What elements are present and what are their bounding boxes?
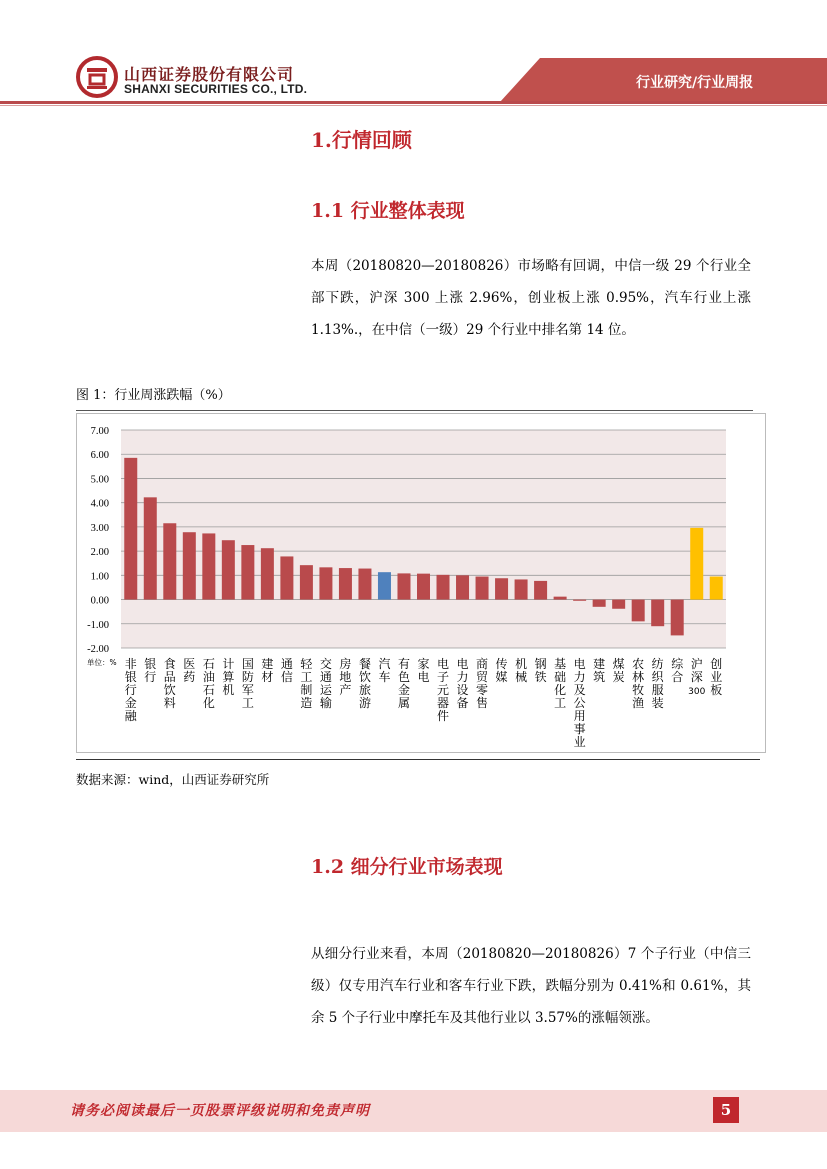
bar-8 bbox=[280, 556, 293, 599]
x-tick-label: 计算机 bbox=[222, 657, 235, 697]
y-tick-label: 1.00 bbox=[90, 571, 109, 583]
y-tick-label: 7.00 bbox=[90, 426, 109, 437]
section-title-overall: 1.1 行业整体表现 bbox=[311, 200, 465, 222]
x-tick-label: 沪深 300 bbox=[688, 657, 706, 697]
x-tick-label: 家电 bbox=[417, 657, 430, 684]
x-tick-label: 钢铁 bbox=[534, 657, 547, 684]
section-title-subindustry: 1.2 细分行业市场表现 bbox=[311, 856, 503, 878]
x-tick-label: 医药 bbox=[183, 657, 196, 684]
figure-source: 数据来源：wind，山西证券研究所 bbox=[76, 772, 270, 787]
figure-bottom-rule bbox=[76, 759, 760, 760]
bar-15 bbox=[417, 574, 430, 600]
x-tick-label: 农林牧渔 bbox=[632, 657, 645, 710]
y-tick-label: 2.00 bbox=[90, 547, 109, 559]
bar-28 bbox=[671, 600, 684, 636]
y-tick-label: 4.00 bbox=[90, 498, 109, 510]
bar-2 bbox=[163, 523, 176, 599]
bar-5 bbox=[222, 540, 235, 599]
bar-27 bbox=[651, 600, 664, 627]
x-tick-label: 综合 bbox=[671, 657, 684, 684]
bar-30 bbox=[710, 577, 723, 600]
bar-13 bbox=[378, 572, 391, 599]
page-number: 5 bbox=[713, 1097, 739, 1123]
bar-26 bbox=[632, 600, 645, 622]
company-name-en: SHANXI SECURITIES CO., LTD. bbox=[124, 82, 308, 96]
x-tick-label: 电子元器件 bbox=[437, 657, 450, 723]
x-tick-label: 机械 bbox=[515, 657, 528, 684]
x-tick-label: 基础化工 bbox=[554, 657, 567, 710]
x-tick-label: 创业板 bbox=[710, 657, 723, 697]
x-tick-label: 轻工制造 bbox=[300, 657, 313, 710]
bar-29 bbox=[690, 528, 703, 600]
x-tick-label: 煤炭 bbox=[612, 657, 625, 684]
x-tick-label: 石油石化 bbox=[202, 657, 215, 710]
x-tick-label: 电力及公用事业 bbox=[573, 657, 586, 749]
bar-10 bbox=[319, 567, 332, 599]
x-tick-label: 交通运输 bbox=[319, 657, 332, 710]
bar-0 bbox=[124, 458, 137, 600]
subindustry-paragraph: 从细分行业来看，本周（20180820—20180826）7 个子行业（中信三级）仅专用汽车行业和客车行业下跌，跌幅分别为 0.41%和 0.61%，其余 5 个子行业中摩托车及其他行业以 3.57%的涨幅领涨。 bbox=[311, 946, 751, 1026]
bar-14 bbox=[397, 573, 410, 599]
bar-9 bbox=[300, 565, 313, 599]
header-divider-thin bbox=[0, 105, 827, 106]
bar-3 bbox=[183, 532, 196, 599]
report-type-label: 行业研究/行业周报 bbox=[636, 75, 754, 91]
x-tick-label: 通信 bbox=[280, 657, 293, 684]
figure-top-rule bbox=[76, 410, 753, 411]
x-tick-label: 银行 bbox=[144, 657, 157, 684]
x-tick-label: 国防军工 bbox=[241, 657, 254, 710]
bar-19 bbox=[495, 578, 508, 599]
bar-23 bbox=[573, 600, 586, 601]
figure-caption: 图 1：行业周涨跌幅（%） bbox=[76, 388, 231, 403]
overall-paragraph: 本周（20180820—20180826）市场略有回调，中信一级 29 个行业全部下跌，沪深 300 上涨 2.96%，创业板上涨 0.95%，汽车行业上涨 1.13%.，在中信（一级）29 个行业中排名第 14 位。 bbox=[311, 258, 751, 338]
company-name-cn: 山西证券股份有限公司 bbox=[124, 65, 295, 84]
section-title-review: 1.行情回顾 bbox=[311, 128, 412, 152]
x-tick-label: 电力设备 bbox=[456, 657, 469, 710]
footer-disclaimer: 请务必阅读最后一页股票评级说明和免责声明 bbox=[70, 1103, 370, 1119]
x-tick-label: 纺织服装 bbox=[651, 657, 664, 710]
bar-17 bbox=[456, 575, 469, 599]
y-tick-label: -1.00 bbox=[87, 619, 109, 631]
x-tick-label: 餐饮旅游 bbox=[358, 657, 371, 710]
bar-24 bbox=[593, 600, 606, 607]
bar-7 bbox=[261, 548, 274, 599]
bar-1 bbox=[144, 497, 157, 599]
industry-weekly-change-chart bbox=[77, 414, 764, 751]
x-tick-label: 传媒 bbox=[495, 657, 508, 684]
y-tick-label: -2.00 bbox=[87, 644, 109, 655]
bar-21 bbox=[534, 581, 547, 600]
bar-4 bbox=[202, 533, 215, 599]
bar-12 bbox=[358, 569, 371, 600]
bar-25 bbox=[612, 600, 625, 609]
x-tick-label: 非银行金融 bbox=[124, 657, 137, 723]
bar-18 bbox=[476, 577, 489, 600]
bar-20 bbox=[515, 579, 528, 599]
y-tick-label: 6.00 bbox=[90, 450, 109, 462]
y-tick-label: 5.00 bbox=[90, 474, 109, 486]
x-tick-label: 房地产 bbox=[339, 657, 352, 697]
y-tick-label: 3.00 bbox=[90, 522, 109, 534]
bar-22 bbox=[554, 597, 567, 600]
unit-label: 单位：% bbox=[87, 658, 117, 667]
company-logo-icon bbox=[76, 56, 118, 98]
bar-11 bbox=[339, 568, 352, 599]
header-divider bbox=[0, 101, 827, 104]
x-tick-label: 商贸零售 bbox=[476, 657, 489, 710]
x-tick-label: 有色金属 bbox=[397, 657, 410, 710]
x-tick-label: 建筑 bbox=[593, 657, 606, 684]
x-tick-label: 建材 bbox=[261, 657, 274, 684]
x-tick-label: 食品饮料 bbox=[163, 657, 176, 710]
y-tick-label: 0.00 bbox=[90, 595, 109, 607]
bar-16 bbox=[437, 575, 450, 600]
x-tick-label: 汽车 bbox=[378, 657, 391, 684]
bar-6 bbox=[241, 545, 254, 600]
